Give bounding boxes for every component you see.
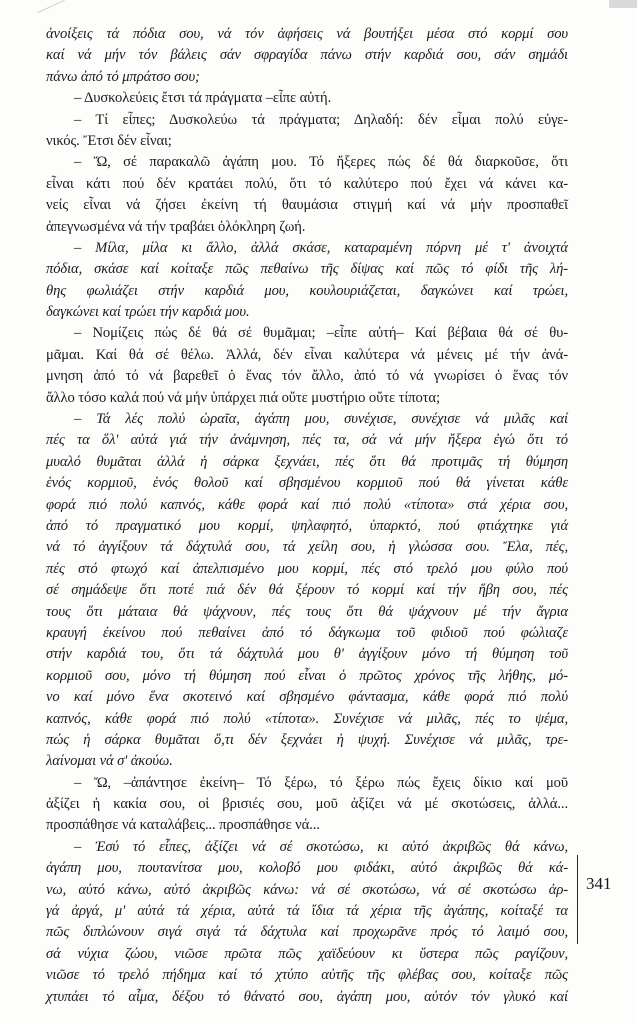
text-line: νείς εἶναι νά ζήσει ἐκείνη τή θαυμάσια στιγμή καί νά μήν προσπαθεῖ [46,197,568,214]
text-line: – Νομίζεις πώς δέ θά σέ θυμᾶμαι; –εἶπε αὐτή– Καί βέβαια θά σέ θυ- [74,325,568,342]
text-line: ἑνός κορμιοῦ, ἑνός θολοῦ καί σβησμένου κορμιοῦ πού θά γίνεται κάθε [46,475,568,492]
text-line: – Ἐσύ τό εἶπες, ἀξίζει νά σέ σκοτώσω, κι αὐτό ἀκριβῶς θά κάνω, [74,838,568,855]
text-line: κραυγή ἐκείνου πού πεθαίνει ἀπό τό δάγκωμα τοῦ φιδιοῦ πού φώλιαζε [46,624,568,641]
text-line: – Δυσκολεύεις ἔτσι τά πράγματα –εἶπε αὐτή. [74,90,332,107]
body-text [46,24,568,1008]
margin-rule [577,855,578,944]
text-line: γά ἀργά, μ' αὐτά τά χέρια, αὐτά τά ἴδια τά χέρια τῆς ἀγάπης, κοίταξέ τα [46,903,568,920]
text-line: – Τά λές πολύ ὡραῖα, ἀγάπη μου, συνέχισε, συνέχισε νά μιλᾶς καί [74,411,568,428]
scan-corner-mark [609,0,637,8]
text-line: καί νά μήν τόν βάλεις σάν σφραγίδα πάνω στήν καρδιά σου, σάν σημάδι [46,47,568,64]
text-line: μνηση ἀπό τό νά βαρεθεῖ ὁ ἕνας τόν ἄλλο, ἀπό τό νά γνωρίσει ὁ ἕνας τόν [46,368,568,385]
scan-artifact [37,0,65,13]
text-line: προσπάθησε νά καταλάβεις... προσπάθησε νά... [46,817,320,834]
text-line: κορμιοῦ σου, μόνο τή θύμηση πού εἶναι ὁ πρῶτος χρόνος τῆς λήθης, μό- [46,667,568,684]
text-line: νω, αὐτό κάνω, αὐτό ἀκριβῶς κάνω: νά σέ σκοτώσω, νά σέ σκοτώσω ἀρ- [46,881,568,898]
text-line: πόδια, σκάσε καί κοίταξε πῶς πεθαίνω τῆς δίψας καί πῶς τό φίδι τῆς λή- [46,261,568,278]
text-line: – Μίλα, μίλα κι ἄλλο, ἀλλά σκάσε, καταραμένη πόρνη μέ τ' ἀνοιχτά [74,239,568,256]
text-line: νο καί μόνο ἕνα σκοτεινό καί σβησμένο φάντασμα, κάθε φορά πιό πολύ [46,689,568,706]
text-line: σέ σημάδεψε ὅτι ποτέ πιά δέν θά ξέρουν τό κορμί καί τήν ἥβη σου, πές [46,582,568,599]
text-line: πές τα ὅλ' αὐτά γιά τήν ἀνάμνηση, πές τα, σά νά μήν ἤξερα ἐγώ ὅτι τό [46,432,568,449]
text-line: τους ὅτι μάταια θά ψάχνουν, πές τους ὅτι θά ψάχνουν μέ τήν ἄγρια [46,603,568,620]
text-line: μᾶμαι. Καί θά σέ θέλω. Ἀλλά, δέν εἶναι καλύτερα νά μένεις μέ τήν ἀνά- [46,346,568,363]
text-line: καπνός, κάθε φορά πιό πολύ «τίποτα». Συνέχισε νά μιλᾶς, πές το ψέμα, [46,710,568,727]
text-line: ἀγάπη μου, πουτανίτσα μου, κολοβό μου φιδάκι, αὐτό ἀκριβῶς θά κά- [46,860,568,877]
text-line: λαίνομαι νά σ' ἀκούω. [46,753,173,770]
text-line: ἄλλο τόσο καλά πού νά μήν ὑπάρχει πιά οὔτε μυστήριο οὔτε τίποτα; [46,389,440,406]
text-line: μυαλό θυμᾶται ἀλλά ἡ σάρκα ξεχνάει, πές ὅτι θά προτιμᾶς τή θύμηση [46,453,568,470]
text-line: ἀπό τό πραγματικό μου κορμί, ψηλαφητό, ὑπαρκτό, πού φτιάχτηκε γιά [46,517,568,534]
text-line: – Ὤ, –ἀπάντησε ἐκείνη– Τό ξέρω, τό ξέρω πώς ἔχεις δίκιο καί μοῦ [74,774,568,791]
text-line: πές στό φτωχό καί ἀπελπισμένο μου κορμί, πές στό τρελό μου φύλο πού [46,560,568,577]
page-number: 341 [586,874,612,893]
text-line: θης φωλιάζει στήν καρδιά μου, κουλουριάζεται, δαγκώνει καί τρώει, [46,282,568,299]
text-line: σά νύχια ζώου, νιῶσε πρῶτα πῶς χαϊδεύουν κι ὕστερα πῶς ραγίζουν, [46,945,568,962]
text-line: ἀπεγνωσμένα νά τήν τραβάει ὁλόκληρη ζωή. [46,218,306,235]
text-line: χτυπάει τό αἷμα, δέξου τό θάνατό σου, ἀγάπη μου, αὐτόν τόν γλυκό καί [46,988,568,1005]
text-line: νά τό ἀγγίξουν τά δάχτυλά σου, τά χείλη σου, ἡ γλώσσα σου. Ἔλα, πές, [46,539,568,556]
text-line: στήν καρδιά του, ὅτι τά δάχτυλά μου θ' ἀγγίξουν μόνο τή θύμηση τοῦ [46,646,568,663]
text-line: – Τί εἶπες; Δυσκολεύω τά πράγματα; Δηλαδή: δέν εἶμαι πολύ εὐγε- [74,111,568,128]
text-line: νιῶσε τό τρελό πήδημα καί τό χτύπο αὐτῆς τῆς φλέβας σου, κοίταξε πῶς [46,967,568,984]
text-line: πῶς διπλώνουν σιγά σιγά τά δάχτυλα καί προχωρᾶνε πρός τό λαιμό σου, [46,924,568,941]
text-line: πώς ἡ σάρκα θυμᾶται ὅ,τι δέν ξεχνάει ἡ ψυχή. Συνέχισε νά μιλᾶς, τρε- [46,731,568,748]
text-line: – Ὤ, σέ παρακαλῶ ἀγάπη μου. Τό ἤξερες πώς δέ θά διαρκοῦσε, ὅτι [74,154,568,171]
text-line: νικός. Ἔτσι δέν εἶναι; [46,132,172,149]
text-line: εἶναι κάτι πού δέν κρατάει πολύ, ὅτι τό καλύτερο πού ἔχει νά κάνει κα- [46,175,568,192]
text-line: πάνω ἀπό τό μπράτσο σου; [46,68,200,85]
text-line: ἀνοίξεις τά πόδια σου, νά τόν ἀφήσεις νά βουτήξει μέσα στό κορμί σου [46,26,568,42]
text-line: δαγκώνει καί τρώει τήν καρδιά μου. [46,304,250,321]
text-line: ἀξίζει ἡ κακία σου, οἱ βρισιές σου, μοῦ ἀξίζει νά μέ σκοτώσεις, ἀλλά... [46,796,568,813]
text-line: φορά πιό πολύ καπνός, κάθε φορά καί πιό πολύ «τίποτα» στά χέρια σου, [46,496,568,513]
